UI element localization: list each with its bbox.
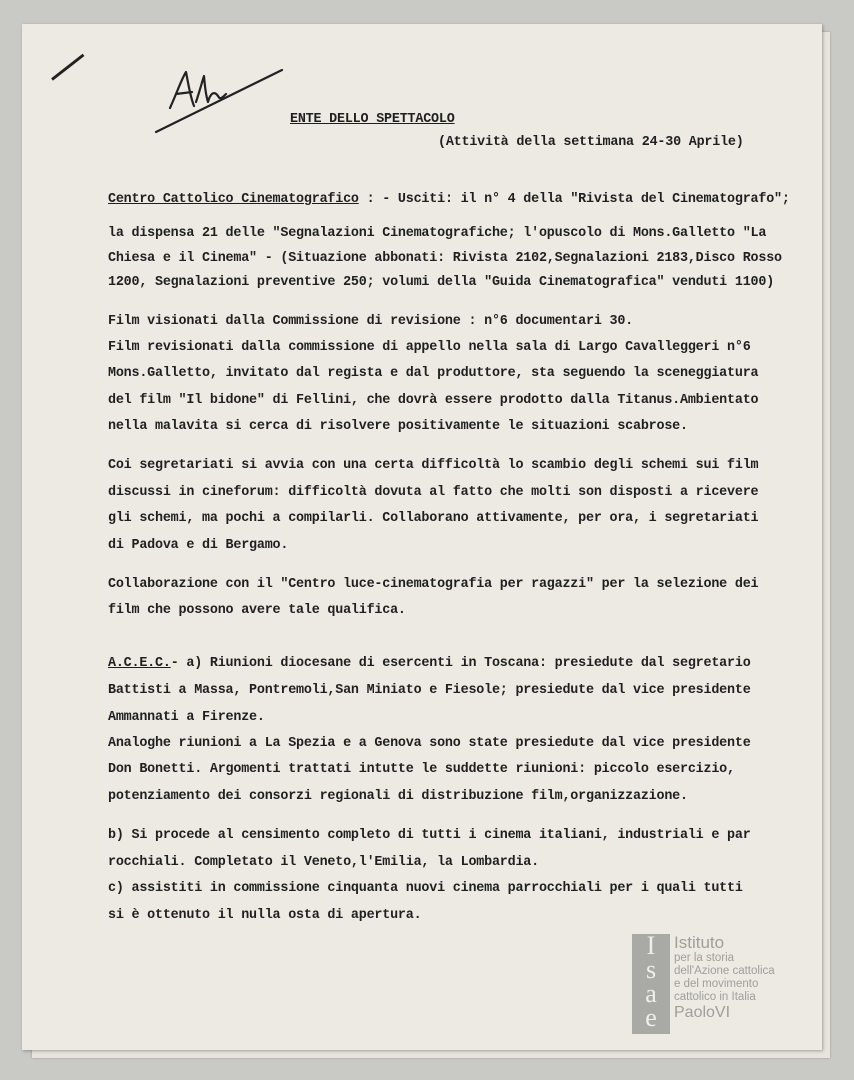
document-line xyxy=(108,458,758,473)
section-title: A.C.E.C. xyxy=(108,656,171,671)
document-line xyxy=(108,340,751,355)
document-line xyxy=(108,419,688,434)
logo-letter-block: I s a e xyxy=(632,934,670,1034)
line-text: nella malavita si cerca di risolvere positivamente le situazioni scabrose. xyxy=(108,419,688,434)
document-line xyxy=(108,275,774,290)
line-text: Don Bonetti. Argomenti trattati intutte le suddette riunioni: piccolo esercizio, xyxy=(108,762,735,777)
line-text: - a) Riunioni diocesane di esercenti in Toscana: presiedute dal segretario xyxy=(170,656,751,671)
logo-text: Istituto per la storia dell'Azione cattolica e del movimento cattolico in Italia PaoloVI xyxy=(674,933,775,1021)
document-line xyxy=(108,881,743,896)
document-line xyxy=(108,511,758,526)
line-text: Mons.Galletto, invitato dal regista e dal produttore, sta seguendo la sceneggiatura xyxy=(108,366,759,381)
document-line xyxy=(108,603,406,618)
line-text: del film "Il bidone" di Fellini, che dovrà essere prodotto dalla Titanus.Ambientato xyxy=(108,393,759,408)
line-text: Chiesa e il Cinema" - (Situazione abbonati: Rivista 2102,Segnalazioni 2183,Disco Rosso xyxy=(108,251,782,266)
line-text: di Padova e di Bergamo. xyxy=(108,538,289,553)
document-line xyxy=(108,762,735,777)
line-text: potenziamento dei consorzi regionali di distribuzione film,organizzazione. xyxy=(108,789,688,804)
document-line xyxy=(108,538,288,553)
line-text: c) assistiti in commissione cinquanta nuovi cinema parrocchiali per i quali tutti xyxy=(108,881,743,896)
line-text: si è ottenuto il nulla osta di apertura. xyxy=(108,908,422,923)
document-line xyxy=(108,736,751,751)
document-line xyxy=(108,828,751,843)
line-text: Ammannati a Firenze. xyxy=(108,710,265,725)
line-text: rocchiali. Completato il Veneto,l'Emilia, la Lombardia. xyxy=(108,855,539,870)
line-text: gli schemi, ma pochi a compilarli. Collaborano attivamente, per ora, i segretariati xyxy=(108,511,759,526)
document-line xyxy=(108,366,758,381)
document-line xyxy=(108,314,633,329)
document-line xyxy=(108,789,688,804)
line-text: la dispensa 21 delle "Segnalazioni Cinematografiche; l'opuscolo di Mons.Galletto "La xyxy=(108,226,767,241)
document-line xyxy=(108,485,758,500)
line-text: Battisti a Massa, Pontremoli,San Miniato e Fiesole; presiedute dal vice presidente xyxy=(108,683,751,698)
document-heading: ENTE DELLO SPETTACOLO xyxy=(290,112,455,127)
document-line xyxy=(108,577,758,592)
document-line xyxy=(108,192,790,207)
line-text: Film visionati dalla Commissione di revisione : n°6 documentari 30. xyxy=(108,314,633,329)
line-text: : - Usciti: il n° 4 della "Rivista del Cinematografo"; xyxy=(358,192,790,207)
document-line xyxy=(108,710,265,725)
document-page xyxy=(22,24,822,1050)
line-text: 1200, Segnalazioni preventive 250; volumi della "Guida Cinematografica" venduti 1100) xyxy=(108,275,775,290)
line-text: Collaborazione con il "Centro luce-cinematografia per ragazzi" per la selezione dei xyxy=(108,577,759,592)
document-line xyxy=(108,908,421,923)
line-text: discussi in cineforum: difficoltà dovuta al fatto che molti son disposti a ricevere xyxy=(108,485,759,500)
line-text: b) Si procede al censimento completo di tutti i cinema italiani, industriali e par xyxy=(108,828,751,843)
document-line xyxy=(108,656,751,671)
document-line xyxy=(108,226,766,241)
line-text: Film revisionati dalla commissione di appello nella sala di Largo Cavalleggeri n°6 xyxy=(108,340,751,355)
document-line xyxy=(108,855,539,870)
line-text: Analoghe riunioni a La Spezia e a Genova sono state presiedute dal vice presidente xyxy=(108,736,751,751)
document-subheading: (Attività della settimana 24-30 Aprile) xyxy=(438,135,744,150)
document-line xyxy=(108,251,782,266)
document-line xyxy=(108,393,758,408)
handwritten-initials xyxy=(150,60,290,140)
institute-watermark-logo xyxy=(632,931,792,1038)
line-text: Coi segretariati si avvia con una certa difficoltà lo scambio degli schemi sui film xyxy=(108,458,759,473)
line-text: film che possono avere tale qualifica. xyxy=(108,603,406,618)
document-line xyxy=(108,683,751,698)
section-title: Centro Cattolico Cinematografico xyxy=(108,192,359,207)
